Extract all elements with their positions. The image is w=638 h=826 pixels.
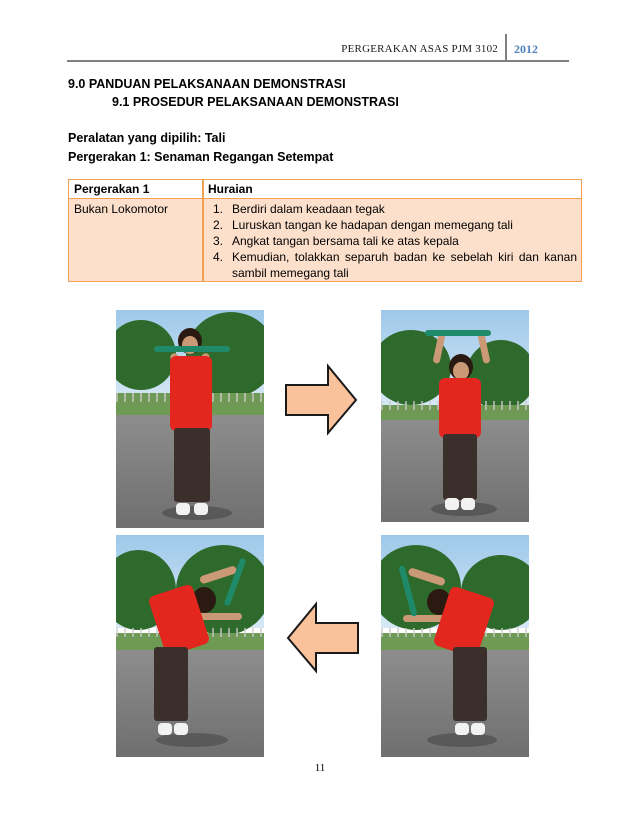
photo-step-arms-overhead <box>381 310 529 522</box>
header-course-title: PERGERAKAN ASAS PJM 3102 <box>341 43 498 55</box>
equipment-line: Peralatan yang dipilih: Tali <box>68 131 226 145</box>
page-number: 11 <box>314 762 326 774</box>
step-item <box>208 217 577 233</box>
photo-step-arms-forward <box>116 310 264 528</box>
step-number: 4. <box>213 250 224 264</box>
step-text: Angkat tangan bersama tali ke atas kepala <box>232 234 459 248</box>
step-number: 2. <box>213 218 224 232</box>
movement-table <box>68 179 582 282</box>
step-text: Kemudian, tolakkan separuh badan ke sebelah kiri dan kanan sambil memegang tali <box>232 250 577 280</box>
step-item <box>208 201 577 217</box>
header-year: 2012 <box>514 42 538 56</box>
photo-step-side-bend-right <box>381 535 529 757</box>
table-column-divider <box>202 180 204 281</box>
table-header-description: Huraian <box>208 182 253 196</box>
table-header-movement: Pergerakan 1 <box>74 182 150 196</box>
table-cell-movement-type: Bukan Lokomotor <box>74 202 169 216</box>
arrow-left-icon <box>284 601 360 675</box>
photo-step-side-bend-left <box>116 535 264 757</box>
step-text: Luruskan tangan ke hadapan dengan memegang tali <box>232 218 513 232</box>
header-rule <box>67 60 569 62</box>
step-item <box>208 249 577 281</box>
movement-line: Pergerakan 1: Senaman Regangan Setempat <box>68 150 334 164</box>
header-separator <box>505 34 507 60</box>
step-text: Berdiri dalam keadaan tegak <box>232 202 385 216</box>
subsection-heading: 9.1 PROSEDUR PELAKSANAAN DEMONSTRASI <box>112 95 399 109</box>
steps-list <box>208 201 577 281</box>
step-item <box>208 233 577 249</box>
table-header-row <box>69 180 581 199</box>
section-heading: 9.0 PANDUAN PELAKSANAAN DEMONSTRASI <box>68 77 346 91</box>
arrow-right-icon <box>284 363 360 437</box>
step-number: 1. <box>213 202 224 216</box>
step-number: 3. <box>213 234 224 248</box>
